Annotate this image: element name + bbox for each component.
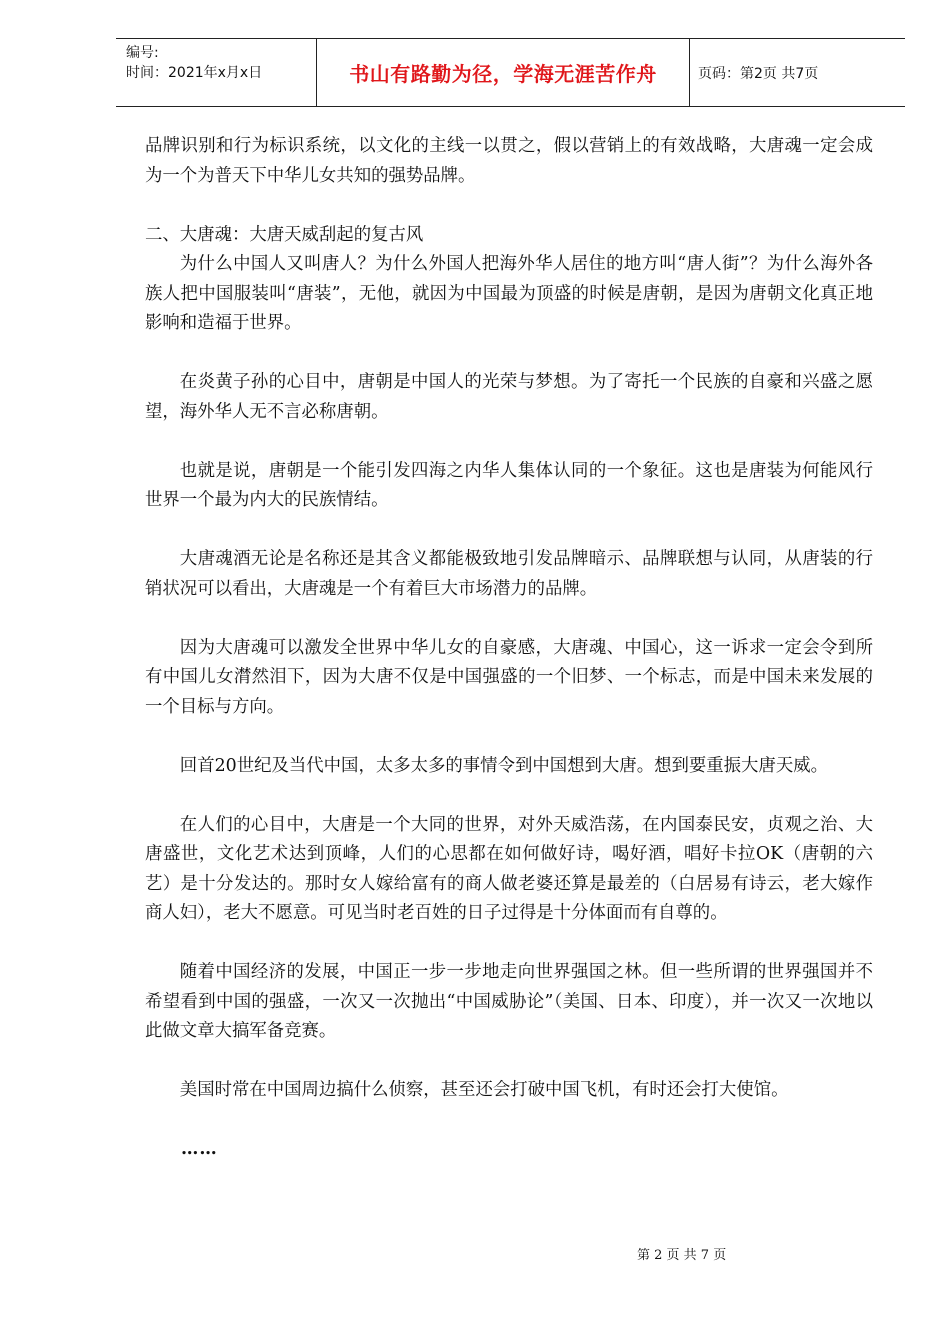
section-heading: 二、大唐魂：大唐天威刮起的复古风	[145, 224, 424, 245]
paragraph-8: 在人们的心目中，大唐是一个大同的世界，对外天威浩荡，在内国泰民安，贞观之治、大唐盛世，文化艺术达到顶峰，人们的心思都在如何做好诗，喝好酒，唱好卡拉OK（唐朝的六艺）是十分发达的。那时女人嫁给富有的商人做老婆还算是最差的（白居易有诗云，老大嫁作商人妇），老大不愿意。可见当时老百姓的日子过得是十分体面而有自尊的。	[145, 814, 873, 923]
header-meta	[116, 39, 316, 106]
paragraph-7: 回首20世纪及当代中国，太多太多的事情令到中国想到大唐。想到要重振大唐天威。	[179, 755, 828, 776]
header-page-label: 页码：第2页 共7页	[698, 65, 819, 82]
paragraph-6: 因为大唐魂可以激发全世界中华儿女的自豪感，大唐魂、中国心，这一诉求一定会令到所有中国儿女潸然泪下，因为大唐不仅是中国强盛的一个旧梦、一个标志，而是中国未来发展的一个目标与方向。	[145, 637, 873, 717]
paragraph-3: 在炎黄子孙的心目中，唐朝是中国人的光荣与梦想。为了寄托一个民族的自豪和兴盛之愿望，海外华人无不言必称唐朝。	[145, 372, 873, 422]
document-body	[145, 132, 873, 1165]
paragraph-4: 也就是说，唐朝是一个能引发四海之内华人集体认同的一个象征。这也是唐装为何能风行世界一个最为内大的民族情结。	[145, 460, 873, 510]
paragraph-2: 为什么中国人又叫唐人？为什么外国人把海外华人居住的地方叫“唐人街”？为什么海外各族人把中国服装叫“唐装”，无他，就因为中国最为顶盛的时候是唐朝，是因为唐朝文化真正地影响和造福于世界。	[145, 254, 873, 333]
serial-label: 编号:	[126, 45, 159, 61]
header-motto: 书山有路勤为径，学海无涯苦作舟	[316, 39, 690, 106]
page-header	[116, 38, 905, 107]
time-label: 时间：2021年x月x日	[126, 65, 263, 81]
footer-page-number: 第 2 页 共 7 页	[637, 1248, 727, 1263]
ellipsis: ……	[181, 1139, 218, 1159]
paragraph-5: 大唐魂酒无论是名称还是其含义都能极致地引发品牌暗示、品牌联想与认同，从唐装的行销状况可以看出，大唐魂是一个有着巨大市场潜力的品牌。	[145, 549, 873, 599]
paragraph-9: 随着中国经济的发展，中国正一步一步地走向世界强国之林。但一些所谓的世界强国并不希望看到中国的强盛，一次又一次抛出“中国威胁论”（美国、日本、印度），并一次又一次地以此做文章大搞军备竞赛。	[145, 962, 873, 1041]
paragraph-10: 美国时常在中国周边搞什么侦察，甚至还会打破中国飞机，有时还会打大使馆。	[179, 1080, 789, 1100]
paragraph-1: 品牌识别和行为标识系统，以文化的主线一以贯之，假以营销上的有效战略，大唐魂一定会成为一个为普天下中华儿女共知的强势品牌。	[145, 136, 873, 186]
